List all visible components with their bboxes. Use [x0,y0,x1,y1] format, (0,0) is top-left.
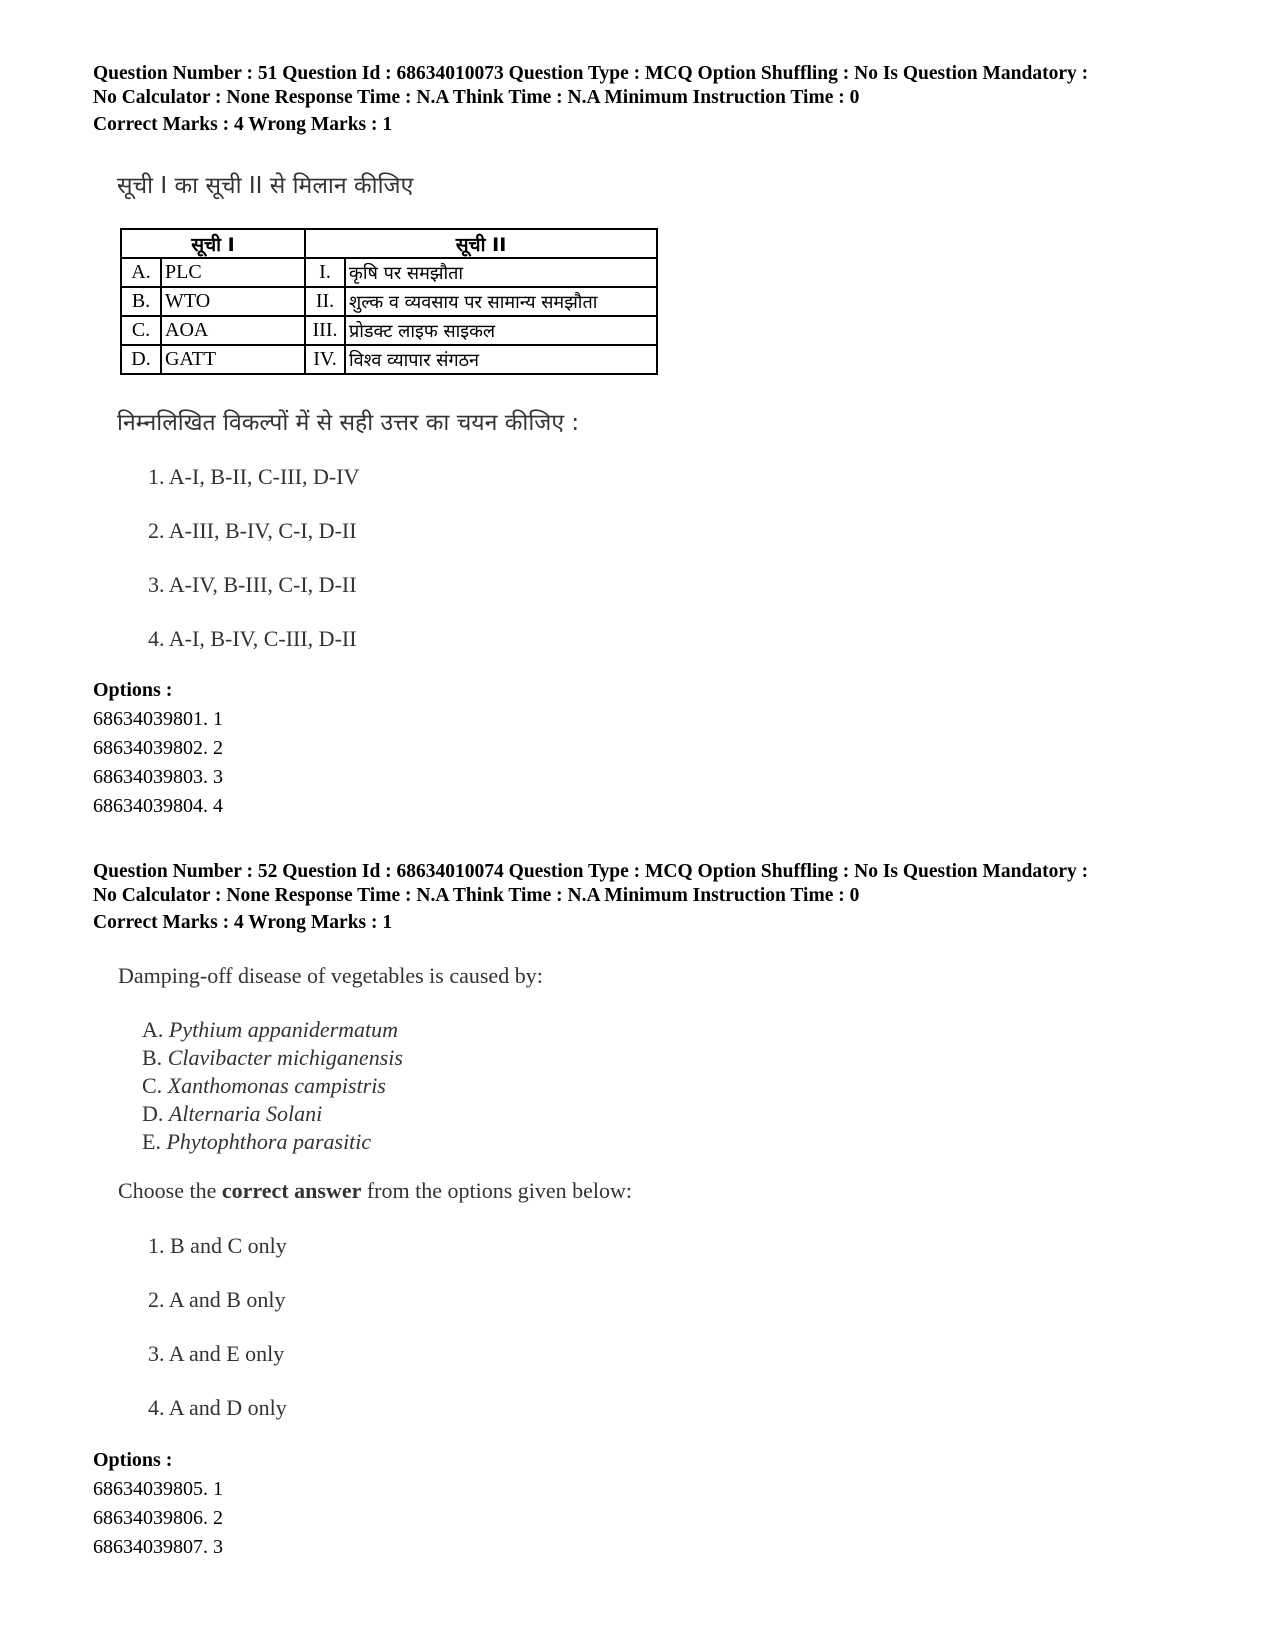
row-label: A. [121,258,161,287]
row-value: प्रोडक्ट लाइफ साइकल [345,316,657,345]
statement-item [142,1044,403,1072]
table-row [121,345,657,374]
row-value: विश्व व्यापार संगठन [345,345,657,374]
option-item: 68634039804. 4 [93,795,223,817]
row-label: II. [305,287,345,316]
row-value: AOA [161,316,305,345]
question-prompt: Damping-off disease of vegetables is caused by: [118,963,543,988]
instruction-pre: Choose the [118,1178,222,1203]
question-prompt: सूची I का सूची II से मिलान कीजिए [117,173,414,199]
options-title: Options : [93,1449,173,1471]
choice-4: 4. A and D only [148,1395,287,1420]
option-item: 68634039803. 3 [93,766,223,788]
statement-item [142,1100,403,1128]
statement-label: E. [142,1129,161,1154]
statement-item [142,1128,403,1156]
statement-label: C. [142,1073,163,1098]
table-row [121,316,657,345]
row-value: PLC [161,258,305,287]
table-header-row [121,229,657,258]
choice-1: 1. B and C only [148,1233,287,1258]
question-instruction [118,1178,632,1204]
statement-label: A. [142,1017,164,1042]
question-marks: Correct Marks : 4 Wrong Marks : 1 [93,912,393,933]
question-marks: Correct Marks : 4 Wrong Marks : 1 [93,114,393,135]
options-block [93,1449,223,1562]
options-title: Options : [93,679,173,701]
question-meta-line-1: Question Number : 52 Question Id : 68634010074 Question Type : MCQ Option Shuffling : No Is Question Mandatory : [93,861,1089,882]
question-meta-line-2: No Calculator : None Response Time : N.A Think Time : N.A Minimum Instruction Time : 0 [93,885,860,906]
row-label: D. [121,345,161,374]
row-label: I. [305,258,345,287]
statement-text: Pythium appanidermatum [168,1017,399,1042]
table-row [121,258,657,287]
row-value: शुल्क व व्यवसाय पर सामान्य समझौता [345,287,657,316]
table-row [121,287,657,316]
option-item: 68634039806. 2 [93,1507,223,1529]
options-block [93,679,223,821]
choice-3: 3. A and E only [148,1341,285,1366]
choice-2: 2. A and B only [148,1287,286,1312]
row-label: IV. [305,345,345,374]
instruction-bold: correct answer [221,1178,362,1203]
row-value: WTO [161,287,305,316]
option-item: 68634039801. 1 [93,708,223,730]
row-label: B. [121,287,161,316]
statement-item [142,1072,403,1100]
statement-text: Phytophthora parasitic [166,1129,372,1154]
question-52 [93,860,1253,934]
row-value: कृषि पर समझौता [345,258,657,287]
option-item: 68634039805. 1 [93,1478,223,1500]
question-meta-line-2: No Calculator : None Response Time : N.A Think Time : N.A Minimum Instruction Time : 0 [93,87,860,108]
statement-list [142,1016,403,1156]
choice-1: 1. A-I, B-II, C-III, D-IV [148,464,360,489]
row-label: III. [305,316,345,345]
option-item: 68634039807. 3 [93,1536,223,1558]
choice-4: 4. A-I, B-IV, C-III, D-II [148,626,357,651]
question-51-body [117,168,413,200]
statement-label: D. [142,1101,164,1126]
choice-2: 2. A-III, B-IV, C-I, D-II [148,518,357,543]
match-table [120,228,658,375]
statement-label: B. [142,1045,163,1070]
statement-item [142,1016,403,1044]
option-item: 68634039802. 2 [93,737,223,759]
row-label: C. [121,316,161,345]
choice-3: 3. A-IV, B-III, C-I, D-II [148,572,357,597]
list-1-header: सूची I [121,229,305,258]
statement-text: Alternaria Solani [168,1101,323,1126]
list-2-header: सूची II [305,229,657,258]
question-instruction: निम्नलिखित विकल्पों में से सही उत्तर का चयन कीजिए : [117,410,580,436]
statement-text: Clavibacter michiganensis [167,1045,403,1070]
question-51 [93,62,1253,136]
question-meta-line-1: Question Number : 51 Question Id : 68634010073 Question Type : MCQ Option Shuffling : No Is Question Mandatory : [93,63,1089,84]
statement-text: Xanthomonas campistris [167,1073,386,1098]
row-value: GATT [161,345,305,374]
instruction-post: from the options given below: [361,1178,633,1203]
